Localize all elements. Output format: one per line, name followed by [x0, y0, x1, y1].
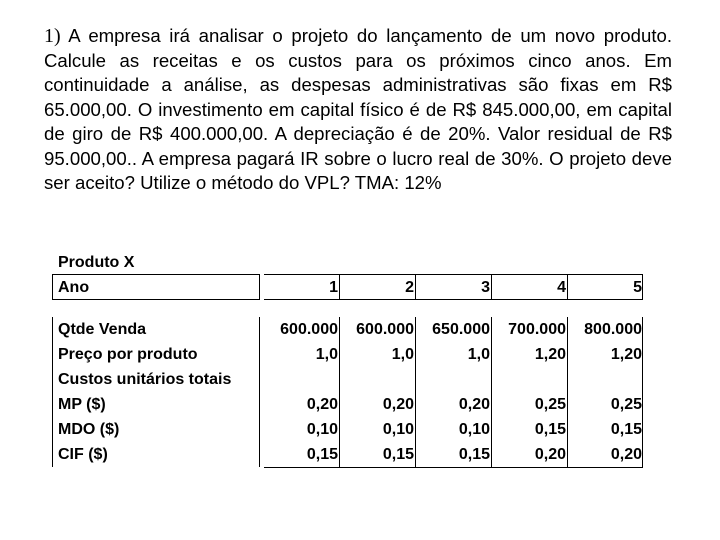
cell-value: 600.000	[280, 321, 338, 338]
cell-value: 0,20	[610, 446, 642, 463]
cell-value: 0,15	[610, 421, 642, 438]
row-label: Qtde Venda	[58, 321, 147, 338]
cell-value: 0,10	[382, 421, 414, 438]
divider	[264, 467, 642, 468]
cell-value: 0,10	[306, 421, 338, 438]
divider	[52, 317, 53, 467]
divider	[491, 317, 492, 468]
divider	[264, 299, 642, 300]
divider	[52, 274, 260, 275]
header-year-5: 5	[633, 279, 642, 296]
table-title: Produto X	[58, 254, 135, 271]
cell-value: 0,15	[534, 421, 566, 438]
divider	[642, 274, 643, 300]
divider	[339, 317, 340, 468]
cell-value: 0,25	[610, 396, 642, 413]
cell-value: 1,0	[467, 346, 490, 363]
row-label: MDO ($)	[58, 421, 120, 438]
header-year-1: 1	[329, 279, 338, 296]
cell-value: 0,10	[458, 421, 490, 438]
cell-value: 0,15	[382, 446, 414, 463]
cell-value: 1,0	[315, 346, 338, 363]
header-year-4: 4	[557, 279, 566, 296]
divider	[264, 274, 642, 275]
problem-number: 1)	[44, 25, 61, 47]
cell-value: 1,20	[534, 346, 566, 363]
divider	[339, 274, 340, 300]
divider	[415, 274, 416, 300]
cell-value: 600.000	[356, 321, 414, 338]
divider	[259, 274, 260, 300]
cell-value: 0,20	[458, 396, 490, 413]
cell-value: 0,25	[534, 396, 566, 413]
header-year-2: 2	[405, 279, 414, 296]
cell-value: 0,20	[382, 396, 414, 413]
row-label: Custos unitários totais	[58, 371, 232, 388]
cell-value: 1,20	[610, 346, 642, 363]
header-year-3: 3	[481, 279, 490, 296]
cell-value: 1,0	[391, 346, 414, 363]
header-label: Ano	[58, 279, 90, 296]
cell-value: 800.000	[584, 321, 642, 338]
divider	[642, 317, 643, 468]
divider	[52, 299, 260, 300]
cell-value: 0,15	[458, 446, 490, 463]
cell-value: 700.000	[508, 321, 566, 338]
cell-value: 0,15	[306, 446, 338, 463]
row-label: MP ($)	[58, 396, 106, 413]
cell-value: 650.000	[432, 321, 490, 338]
divider	[567, 274, 568, 300]
cell-value: 0,20	[306, 396, 338, 413]
cell-value: 0,20	[534, 446, 566, 463]
divider	[52, 274, 53, 300]
problem-text: A empresa irá analisar o projeto do lançamento de um novo produto. Calcule as receitas e os custos para os próximos cinco anos. Em continuidade a análise, as despesas administrativas são fixas em R$ 65.000,00. O investimento em capital físico é de R$ 845.000,00, em capital de giro de R$ 400.000,00. A depreciação é de 20%. Valor residual de R$ 95.000,00.. A empresa pagará IR sobre o lucro real de 30%. O projeto deve ser aceito? Utilize o método do VPL? TMA: 12%	[44, 25, 672, 193]
divider	[415, 317, 416, 468]
problem-statement	[44, 24, 672, 196]
divider	[491, 274, 492, 300]
row-label: Preço por produto	[58, 346, 198, 363]
row-label: CIF ($)	[58, 446, 108, 463]
divider	[259, 317, 260, 467]
divider	[567, 317, 568, 468]
